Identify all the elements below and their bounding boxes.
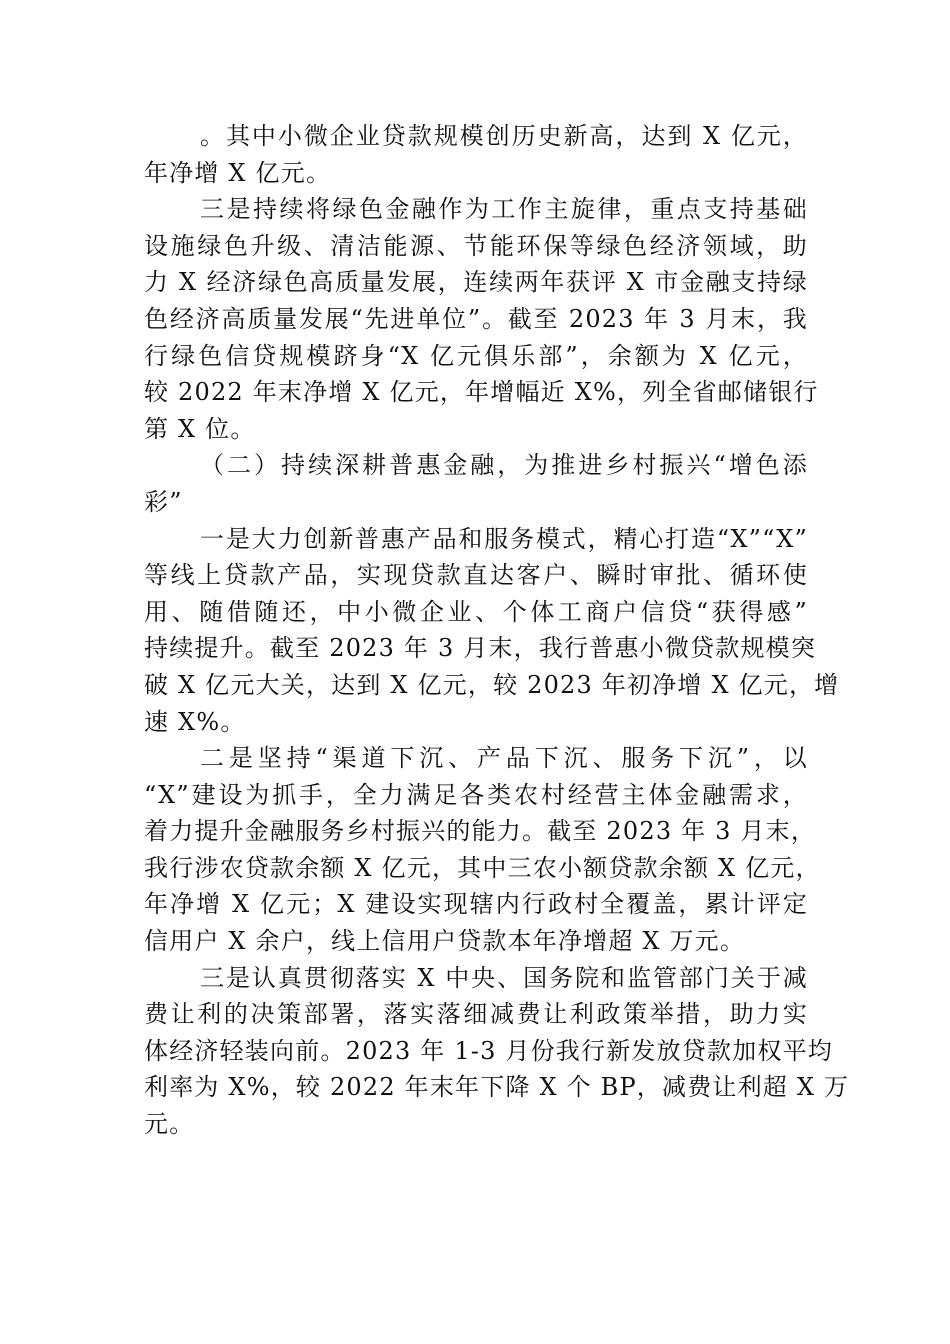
text-line: 较 2022 年末净增 X 亿元，年增幅近 X%，列全省邮储银行 <box>144 378 819 407</box>
text-line: 行绿色信贷规模跻身“X 亿元俱乐部”，余额为 X 亿元， <box>144 341 808 370</box>
text-line: 元。 <box>144 1110 195 1139</box>
text-line: 等线上贷款产品，实现贷款直达客户、瞬时审批、循环使 <box>144 561 808 590</box>
section-heading <box>144 447 808 520</box>
text-line: 设施绿色升级、清洁能源、节能环保等绿色经济领域，助 <box>144 231 808 260</box>
text-line: 力 X 经济绿色高质量发展，连续两年获评 X 市金融支持绿 <box>144 268 808 297</box>
text-line: 三是持续将绿色金融作为工作主旋律，重点支持基础 <box>200 195 808 224</box>
heading-line: 彩” <box>144 487 183 516</box>
text-line: 一是大力创新普惠产品和服务模式，精心打造“X”“X” <box>200 524 808 553</box>
text-line: 用、随借随还，中小微企业、个体工商户信贷“获得感” <box>144 597 808 626</box>
paragraph-6 <box>144 960 850 1143</box>
text-line: “X”建设为抓手，全力满足各类农村经营主体金融需求， <box>144 780 808 809</box>
text-line: 着力提升金融服务乡村振兴的能力。截至 2023 年 3 月末， <box>144 817 817 846</box>
document-page <box>144 118 850 1143</box>
text-line: 体经济轻装向前。2023 年 1-3 月份我行新发放贷款加权平均 <box>144 1036 834 1065</box>
text-line: 费让利的决策部署，落实落细减费让利政策举措，助力实 <box>144 1000 808 1029</box>
heading-line: （二）持续深耕普惠金融，为推进乡村振兴“增色添 <box>200 451 808 480</box>
text-line: 信用户 X 余户，线上信用户贷款本年净增超 X 万元。 <box>144 927 746 956</box>
paragraph-4 <box>144 521 840 741</box>
text-line: 年净增 X 亿元；X 建设实现辖内行政村全覆盖，累计评定 <box>144 890 808 919</box>
text-line: 第 X 位。 <box>144 414 256 443</box>
text-line: 。其中小微企业贷款规模创历史新高，达到 X 亿元， <box>200 122 808 150</box>
text-line: 持续提升。截至 2023 年 3 月末，我行普惠小微贷款规模突 <box>144 634 817 663</box>
text-line: 我行涉农贷款余额 X 亿元，其中三农小额贷款余额 X 亿元， <box>144 853 821 882</box>
text-line: 速 X%。 <box>144 707 246 736</box>
paragraph-2 <box>144 191 819 447</box>
paragraph-1 <box>144 118 808 191</box>
text-line: 破 X 亿元大关，达到 X 亿元，较 2023 年初净增 X 亿元，增 <box>144 670 840 699</box>
text-line: 色经济高质量发展“先进单位”。截至 2023 年 3 月末，我 <box>144 304 808 333</box>
text-line: 三是认真贯彻落实 X 中央、国务院和监管部门关于减 <box>200 963 808 992</box>
text-line: 二是坚持“渠道下沉、产品下沉、服务下沉”，以 <box>200 744 808 773</box>
text-line: 利率为 X%，较 2022 年末年下降 X 个 BP，减费让利超 X 万 <box>144 1073 850 1102</box>
text-line: 年净增 X 亿元。 <box>144 158 332 187</box>
paragraph-5 <box>144 740 821 960</box>
